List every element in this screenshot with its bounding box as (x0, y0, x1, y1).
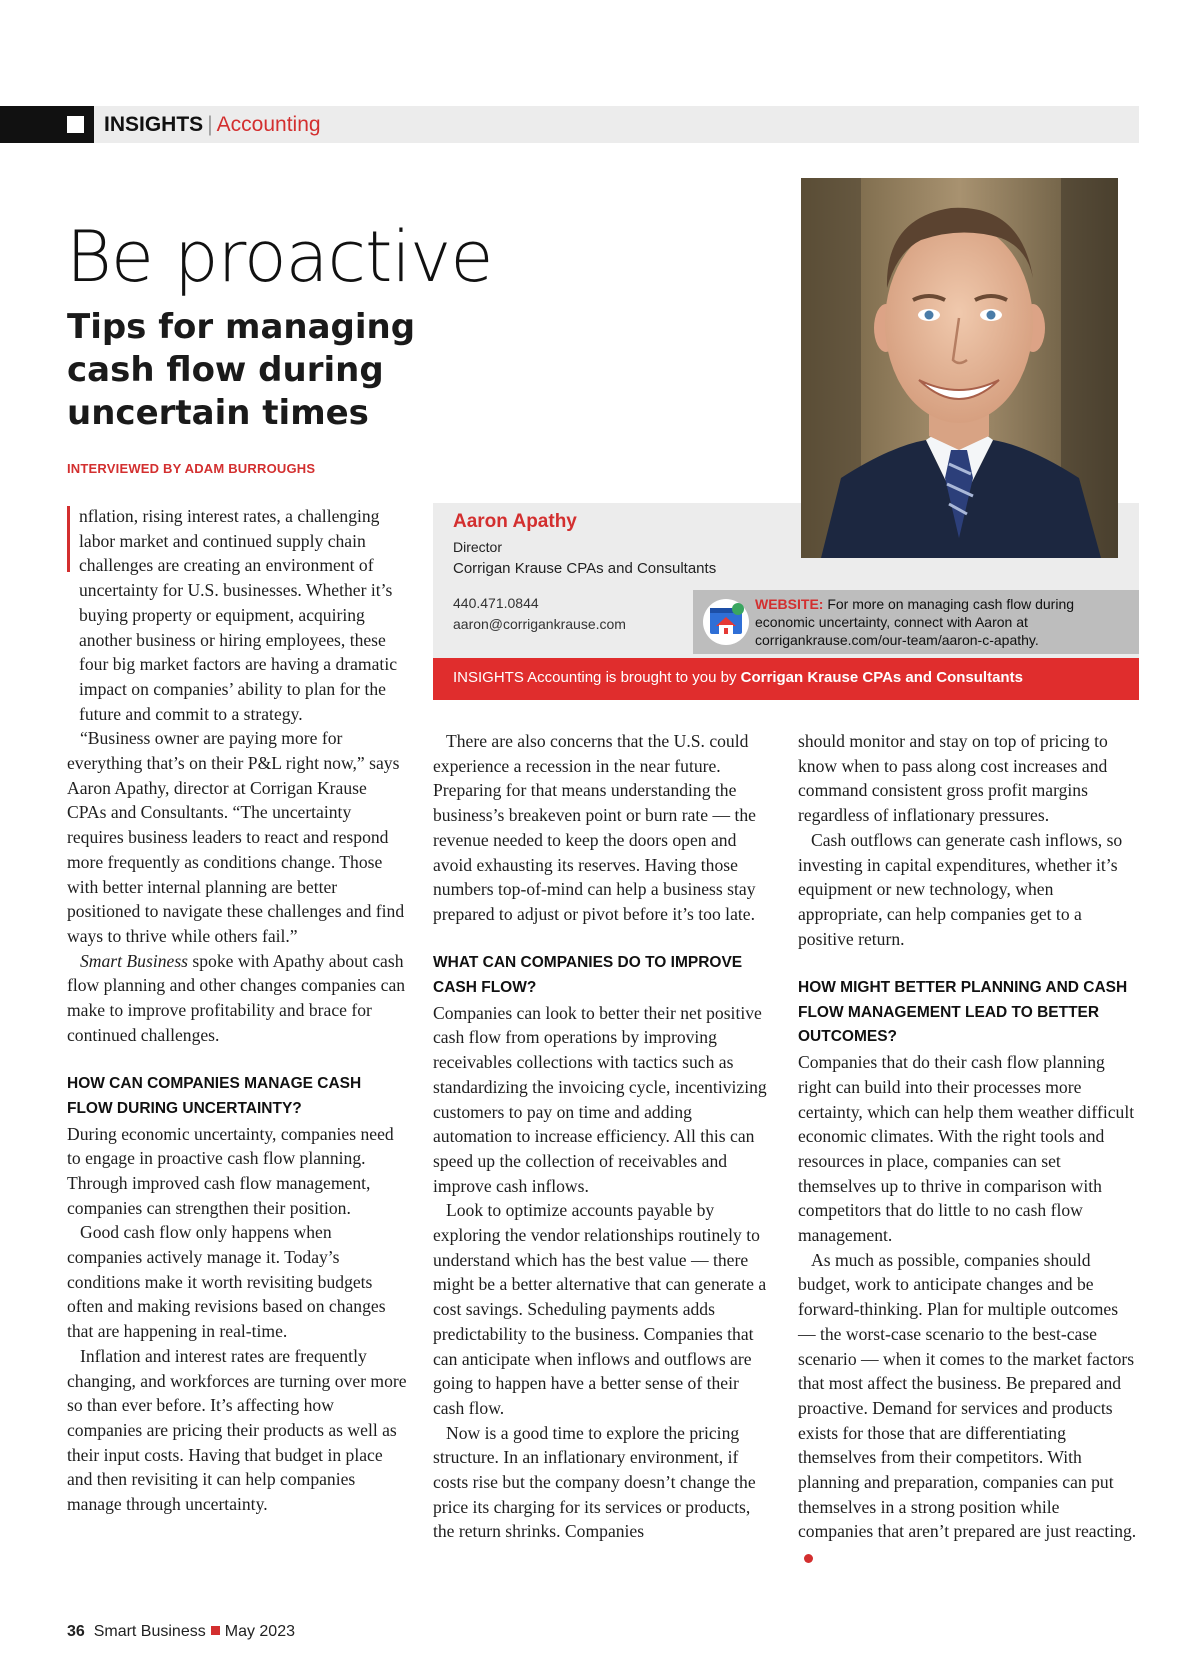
paragraph: Look to optimize accounts payable by exploring the vendor relationships routinely to understand which has the best value — there might be a better alternative that can generate a cost savings. Scheduling payments adds predictability to the business. Companies that can anticipate when inflows and outflows are going to happen have a better sense of their cash flow. (433, 1200, 767, 1418)
contact-phone: 440.471.0844 (453, 595, 539, 611)
square-icon (67, 116, 84, 133)
paragraph (798, 1248, 1139, 1569)
sponsor-banner (433, 658, 1139, 700)
article-column-2 (433, 729, 773, 1544)
website-text (755, 595, 1135, 649)
section-bar (0, 106, 1139, 143)
paragraph: There are also concerns that the U.S. could experience a recession in the near future. Preparing for that means understanding the business’s breakeven point or burn rate — the revenue needed to keep the doors open and avoid exhausting its reserves. Having those numbers top-of-mind can help a business stay prepared to adjust or pivot before it’s too late. (433, 731, 756, 924)
contact-email[interactable]: aaron@corrigankrause.com (453, 616, 626, 632)
publication-name: Smart Business (93, 1623, 206, 1640)
section-heading: HOW CAN COMPANIES MANAGE CASH FLOW DURING UNCERTAINTY? (67, 1075, 362, 1117)
website-box (693, 590, 1139, 654)
paragraph-text: spoke with Apathy about cash flow planning and other changes companies can make to improve profitability and brace for continued challenges. (67, 950, 406, 1045)
website-icon (702, 598, 750, 646)
end-mark-icon (804, 1554, 813, 1563)
paragraph: Companies can look to better their net positive cash flow from operations by improving receivables collections with tactics such as standardizing the invoicing cycle, incentivizing customers to pay on time and adding automation to increase efficiency. All this can speed up the collection of receivables and improve cash inflows. (433, 1002, 767, 1196)
section-category: Accounting (216, 113, 321, 136)
paragraph: Now is a good time to explore the pricing structure. In an inflationary environment, if costs rise but the company doesn’t change the price its charging for its services or products, the return shrinks. Companies (433, 1422, 756, 1542)
page-subtitle: Tips for managing cash flow during uncertain times (67, 307, 416, 433)
footer-square-icon (211, 1626, 220, 1635)
page-number: 36 (67, 1623, 85, 1640)
paragraph: nflation, rising interest rates, a challenging labor market and continued supply chain challenges are creating an environment of uncertainty for U.S. businesses. Whether it’s buying property or equipment, acquiring another business or hiring employees, these four big market factors are having a dramatic impact on companies’ ability to plan for the future and commit to a strategy. (79, 506, 398, 724)
contact-role: Director (453, 539, 503, 555)
article-column-1 (67, 504, 407, 1517)
sponsor-text (453, 669, 1023, 686)
paragraph: Good cash flow only happens when companies actively manage it. Today’s conditions make it worth revisiting budgets often and making revisions based on changes that are happening in real-time. (67, 1222, 386, 1342)
section-label (104, 113, 321, 137)
paragraph: “Business owner are paying more for everything that’s on their P&L right now,” says Aaron Apathy, director at Corrigan Krause CPAs and Consultants. “The uncertainty requires business leaders to react and respond more frequently as conditions change. Those with better internal planning are better positioned to navigate these challenges and find ways to thrive while others fail.” (67, 728, 405, 946)
paragraph: During economic uncertainty, companies need to engage in proactive cash flow planning. Through improved cash flow management, companies can strengthen their position. (67, 1123, 394, 1218)
paragraph: should monitor and stay on top of pricing to know when to pass along cost increases and command consistent gross profit margins regardless of inflationary pressures. (798, 731, 1108, 826)
byline: INTERVIEWED BY ADAM BURROUGHS (67, 461, 316, 476)
sponsor-name: Corrigan Krause CPAs and Consultants (740, 669, 1023, 686)
portrait-image (801, 178, 1118, 558)
page-footer (67, 1623, 295, 1641)
paragraph: Cash outflows can generate cash inflows, so investing in capital expenditures, whether it’s equipment or new technology, when appropriate, can help companies get to a positive return. (798, 829, 1123, 949)
contact-name: Aaron Apathy (453, 511, 577, 532)
article-column-3 (798, 729, 1139, 1569)
website-description[interactable]: For more on managing cash flow during economic uncertainty, connect with Aaron at corrigankrause.com/our-team/aaron-c-apathy. (755, 596, 1075, 648)
contact-firm: Corrigan Krause CPAs and Consultants (453, 560, 717, 577)
website-label: WEBSITE: (755, 596, 824, 612)
paragraph: Inflation and interest rates are frequently changing, and workforces are turning over more so than ever before. It’s affecting how companies are pricing their products as well as their input costs. Having that budget in place and then revisiting it can help companies manage through uncertainty. (67, 1345, 407, 1515)
author-photo (801, 178, 1118, 558)
section-heading: HOW MIGHT BETTER PLANNING AND CASH FLOW MANAGEMENT LEAD TO BETTER OUTCOMES? (798, 979, 1128, 1046)
paragraph: Companies that do their cash flow planning right can build into their processes more certainty, which can help them weather difficult economic climates. With the right tools and resources in place, companies can set themselves up to thrive in comparison with competitors that do little to no cash flow management. (798, 1052, 1135, 1246)
issue-date: May 2023 (224, 1623, 295, 1640)
sponsor-prefix: INSIGHTS Accounting is brought to you by (453, 669, 737, 686)
section-name: INSIGHTS (104, 113, 204, 136)
paragraph-text: As much as possible, companies should budget, work to anticipate changes and be forward-thinking. Plan for multiple outcomes — the worst-case scenario to the best-case scenario — when it comes to the market factors that most affect the business. Be prepared and proactive. Demand for services and products exists for those that are differentiating themselves from their competitors. With planning and preparation, companies can put themselves in a strong position while companies that aren’t prepared are just reacting. (798, 1249, 1137, 1542)
paragraph (67, 949, 407, 1048)
publication-italic: Smart Business (80, 950, 189, 971)
page-title: Be proactive (66, 216, 493, 298)
section-heading: WHAT CAN COMPANIES DO TO IMPROVE CASH FLOW? (433, 954, 743, 997)
section-separator: | (207, 113, 213, 136)
